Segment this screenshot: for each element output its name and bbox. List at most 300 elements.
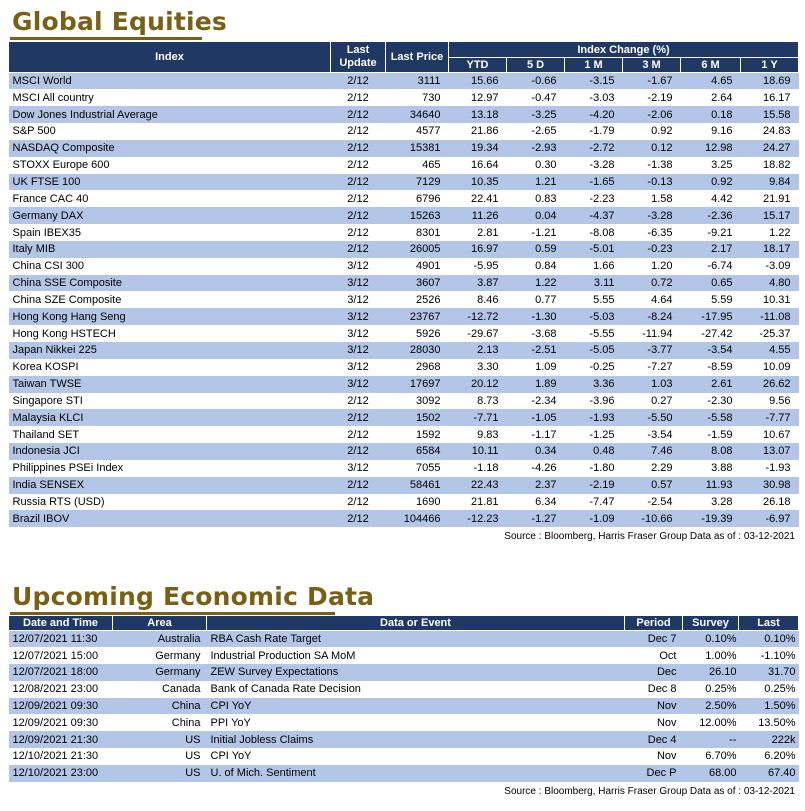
event-period: Nov <box>625 698 683 715</box>
last-update: 3/12 <box>331 376 386 393</box>
change-ytd: -1.18 <box>473 462 499 475</box>
index-name: Italy MIB <box>9 241 331 258</box>
last-price: 7055 <box>416 462 441 475</box>
index-name: Japan Nikkei 225 <box>9 342 331 359</box>
change-1y: 10.67 <box>762 428 791 441</box>
event-datetime: 12/09/2021 09:30 <box>9 698 113 715</box>
last-update: 2/12 <box>331 140 386 157</box>
change-3m: 1.20 <box>651 260 673 273</box>
change-1y: 4.55 <box>741 342 799 359</box>
change-1y: -7.77 <box>741 409 799 426</box>
event-period: Nov <box>656 750 677 763</box>
change-6m: -2.36 <box>681 207 741 224</box>
change-5d: -0.47 <box>531 91 557 104</box>
table-row <box>9 291 799 308</box>
header-3m: 3 M <box>623 58 681 73</box>
last-update: 2/12 <box>331 241 386 258</box>
index-name: France CAC 40 <box>12 192 89 205</box>
event-period: Dec 4 <box>625 731 683 748</box>
last-price: 1690 <box>416 496 441 509</box>
change-ytd: -5.95 <box>473 260 499 273</box>
change-1y: 10.09 <box>762 361 791 374</box>
last-price: 15381 <box>386 140 449 157</box>
table-row <box>9 426 799 443</box>
table-row <box>9 190 799 207</box>
change-5d: -4.26 <box>531 462 557 475</box>
table-row <box>9 664 799 681</box>
change-1m: -2.72 <box>565 140 623 157</box>
change-6m: 9.16 <box>711 125 733 138</box>
header-data-or-event: Data or Event <box>207 616 625 631</box>
last-update: 2/12 <box>331 443 386 460</box>
change-1y: 13.07 <box>741 443 799 460</box>
event-survey: 26.10 <box>683 664 739 681</box>
event-datetime: 12/09/2021 09:30 <box>12 716 99 729</box>
change-5d: 1.09 <box>535 361 557 374</box>
change-6m: -3.54 <box>681 342 741 359</box>
change-6m: 4.42 <box>711 192 733 205</box>
change-5d: -3.68 <box>531 327 557 340</box>
table-row <box>9 765 799 782</box>
index-name: India SENSEX <box>9 477 331 494</box>
last-price: 2526 <box>416 293 441 306</box>
change-ytd: 19.34 <box>449 140 507 157</box>
change-1y: 21.91 <box>762 192 791 205</box>
index-name: Taiwan TWSE <box>9 376 331 393</box>
change-1m: -1.80 <box>589 462 615 475</box>
change-3m: -5.50 <box>623 409 681 426</box>
table-row <box>9 342 799 359</box>
global-equities-title-rule <box>10 37 202 40</box>
last-update: 3/12 <box>347 327 369 340</box>
change-6m: -1.59 <box>707 428 733 441</box>
event-name: Industrial Production SA MoM <box>210 649 356 662</box>
last-update: 2/12 <box>331 174 386 191</box>
last-price: 1502 <box>386 409 449 426</box>
header-1y: 1 Y <box>741 58 799 73</box>
index-name: Hong Kong HSTECH <box>12 327 116 340</box>
change-6m: -8.59 <box>707 361 733 374</box>
index-name: Germany DAX <box>9 207 331 224</box>
change-1y: 9.84 <box>741 174 799 191</box>
change-1y: 15.58 <box>741 106 799 123</box>
change-ytd: 15.66 <box>449 73 507 90</box>
table-row <box>9 494 799 511</box>
change-3m: -0.23 <box>623 241 681 258</box>
table-row <box>9 258 799 275</box>
change-ytd: 16.97 <box>449 241 507 258</box>
change-3m: 0.92 <box>651 125 673 138</box>
change-1y: 18.69 <box>741 73 799 90</box>
last-update: 2/12 <box>331 106 386 123</box>
change-5d: 0.83 <box>535 192 557 205</box>
event-area: China <box>171 716 201 729</box>
event-area: Germany <box>113 664 207 681</box>
table-row <box>9 443 799 460</box>
header-last: Last <box>739 616 799 631</box>
change-1y: 24.27 <box>741 140 799 157</box>
index-name: China SZE Composite <box>12 293 122 306</box>
table-row <box>9 731 799 748</box>
change-ytd: 16.64 <box>470 159 499 172</box>
event-survey: 1.00% <box>705 649 737 662</box>
event-name: Bank of Canada Rate Decision <box>210 683 361 696</box>
change-1y: 26.18 <box>762 496 791 509</box>
event-datetime: 12/07/2021 18:00 <box>9 664 113 681</box>
event-name: Initial Jobless Claims <box>207 731 625 748</box>
change-6m: 3.88 <box>711 462 733 475</box>
last-price: 730 <box>422 91 441 104</box>
change-1m: 3.11 <box>565 275 623 292</box>
change-6m: -17.95 <box>681 308 741 325</box>
change-ytd: 8.73 <box>477 394 499 407</box>
change-3m: 1.03 <box>623 376 681 393</box>
last-price: 465 <box>422 159 441 172</box>
index-name: Brazil IBOV <box>9 510 331 527</box>
change-1m: 3.36 <box>565 376 623 393</box>
index-name: UK FTSE 100 <box>9 174 331 191</box>
last-update: 2/12 <box>347 428 369 441</box>
change-ytd: 21.86 <box>470 125 499 138</box>
event-area: Germany <box>155 649 201 662</box>
change-ytd: 8.46 <box>477 293 499 306</box>
change-ytd: 9.83 <box>477 428 499 441</box>
header-1m: 1 M <box>565 58 623 73</box>
change-1m: -1.79 <box>589 125 615 138</box>
change-6m: -6.74 <box>707 260 733 273</box>
change-5d: -2.51 <box>507 342 565 359</box>
change-1m: -5.55 <box>589 327 615 340</box>
table-row <box>9 748 799 765</box>
event-survey: -- <box>683 731 739 748</box>
change-1m: -3.15 <box>565 73 623 90</box>
table-row <box>9 157 799 174</box>
change-6m: 11.93 <box>681 477 741 494</box>
event-period: Dec P <box>625 765 683 782</box>
last-update: 2/12 <box>331 477 386 494</box>
event-datetime: 12/10/2021 23:00 <box>9 765 113 782</box>
change-1m: -5.03 <box>565 308 623 325</box>
change-6m: 8.08 <box>681 443 741 460</box>
change-6m: 3.28 <box>711 496 733 509</box>
change-1y: -1.93 <box>765 462 791 475</box>
change-1m: -4.20 <box>565 106 623 123</box>
event-survey: 0.10% <box>683 631 739 648</box>
change-5d: 1.89 <box>507 376 565 393</box>
change-6m: 4.65 <box>681 73 741 90</box>
event-survey: 0.25% <box>705 683 737 696</box>
last-price: 3607 <box>386 275 449 292</box>
table-row <box>9 409 799 426</box>
table-row <box>9 393 799 410</box>
last-price: 5926 <box>416 327 441 340</box>
change-ytd: 11.26 <box>449 207 507 224</box>
change-1m: -2.19 <box>565 477 623 494</box>
change-6m: -5.58 <box>681 409 741 426</box>
index-name: Malaysia KLCI <box>9 409 331 426</box>
change-ytd: 10.11 <box>449 443 507 460</box>
event-area: US <box>185 750 201 763</box>
economic-data-table <box>8 615 799 782</box>
change-ytd: 3.30 <box>477 361 499 374</box>
change-ytd: 22.41 <box>470 192 499 205</box>
event-last: 0.25% <box>764 683 796 696</box>
index-name: NASDAQ Composite <box>9 140 331 157</box>
table-row <box>9 123 799 140</box>
last-price: 1592 <box>416 428 441 441</box>
header-index-change: Index Change (%) <box>449 42 799 58</box>
change-3m: 2.29 <box>651 462 673 475</box>
last-update: 2/12 <box>331 409 386 426</box>
table-row <box>9 477 799 494</box>
last-price: 7129 <box>386 174 449 191</box>
global-equities-table <box>8 41 799 527</box>
change-1y: 18.82 <box>762 159 791 172</box>
table-row <box>9 207 799 224</box>
last-price: 4901 <box>416 260 441 273</box>
economic-data-title: Upcoming Economic Data <box>12 582 375 611</box>
change-ytd: -7.71 <box>449 409 507 426</box>
last-price: 104466 <box>386 510 449 527</box>
event-area: US <box>113 731 207 748</box>
event-last: 222k <box>739 731 799 748</box>
change-1y: 1.22 <box>769 226 791 239</box>
change-3m: 4.64 <box>651 293 673 306</box>
table-row <box>9 698 799 715</box>
change-1m: -3.03 <box>589 91 615 104</box>
event-area: China <box>113 698 207 715</box>
change-3m: -3.28 <box>623 207 681 224</box>
header-ytd: YTD <box>449 58 507 73</box>
index-name: Hong Kong Hang Seng <box>9 308 331 325</box>
last-price: 3111 <box>386 73 449 90</box>
event-name: CPI YoY <box>207 698 625 715</box>
change-6m: -27.42 <box>701 327 733 340</box>
header-area: Area <box>113 616 207 631</box>
table-row <box>9 325 799 342</box>
index-name: China SSE Composite <box>9 275 331 292</box>
change-3m: -0.13 <box>623 174 681 191</box>
change-3m: -2.54 <box>647 496 673 509</box>
change-1m: -8.08 <box>589 226 615 239</box>
header-last-update: Last Update <box>331 42 386 73</box>
last-price: 6796 <box>416 192 441 205</box>
change-6m: 0.65 <box>681 275 741 292</box>
last-price: 8301 <box>416 226 441 239</box>
event-datetime: 12/08/2021 23:00 <box>12 683 99 696</box>
change-1y: 4.80 <box>741 275 799 292</box>
last-price: 17697 <box>386 376 449 393</box>
index-name: Russia RTS (USD) <box>12 496 105 509</box>
event-last: 67.40 <box>739 765 799 782</box>
change-1y: 9.56 <box>769 394 791 407</box>
event-datetime: 12/07/2021 15:00 <box>12 649 99 662</box>
change-5d: -1.17 <box>531 428 557 441</box>
event-survey: 6.70% <box>705 750 737 763</box>
header-survey: Survey <box>683 616 739 631</box>
change-1y: 18.17 <box>741 241 799 258</box>
change-1m: -1.25 <box>589 428 615 441</box>
change-6m: 2.61 <box>681 376 741 393</box>
event-survey: 12.00% <box>699 716 737 729</box>
last-update: 2/12 <box>347 394 369 407</box>
last-update: 2/12 <box>347 159 369 172</box>
change-3m: 0.12 <box>623 140 681 157</box>
change-ytd: -12.72 <box>449 308 507 325</box>
event-name: CPI YoY <box>210 750 252 763</box>
change-3m: -8.24 <box>623 308 681 325</box>
change-1y: -6.97 <box>741 510 799 527</box>
economic-source-note: Source : Bloomberg, Harris Fraser Group Data as of : 03-12-2021 <box>504 786 795 797</box>
last-update: 3/12 <box>347 361 369 374</box>
index-name: Dow Jones Industrial Average <box>9 106 331 123</box>
index-name: Singapore STI <box>12 394 83 407</box>
change-1m: -1.93 <box>565 409 623 426</box>
change-1y: 26.62 <box>741 376 799 393</box>
last-price: 2968 <box>416 361 441 374</box>
event-period: Dec <box>625 664 683 681</box>
table-row <box>9 376 799 393</box>
event-area: US <box>113 765 207 782</box>
change-5d: -2.93 <box>507 140 565 157</box>
event-name: PPI YoY <box>210 716 251 729</box>
change-5d: 0.34 <box>507 443 565 460</box>
last-update: 2/12 <box>347 125 369 138</box>
change-3m: -2.06 <box>623 106 681 123</box>
change-3m: -3.77 <box>623 342 681 359</box>
change-1m: 1.66 <box>593 260 615 273</box>
change-6m: 3.25 <box>711 159 733 172</box>
change-3m: -7.27 <box>647 361 673 374</box>
change-3m: -1.38 <box>647 159 673 172</box>
change-ytd: -29.67 <box>467 327 499 340</box>
event-name: U. of Mich. Sentiment <box>207 765 625 782</box>
change-3m: -2.19 <box>647 91 673 104</box>
event-name: RBA Cash Rate Target <box>207 631 625 648</box>
change-5d: 6.34 <box>535 496 557 509</box>
change-3m: -10.66 <box>623 510 681 527</box>
event-period: Dec 8 <box>647 683 677 696</box>
change-1y: -3.09 <box>765 260 791 273</box>
index-name: Thailand SET <box>12 428 80 441</box>
event-period: Dec 7 <box>625 631 683 648</box>
event-period: Nov <box>656 716 677 729</box>
event-last: 13.50% <box>758 716 796 729</box>
last-update: 2/12 <box>347 496 369 509</box>
change-5d: -3.25 <box>507 106 565 123</box>
table-row <box>9 631 799 648</box>
change-6m: -2.30 <box>707 394 733 407</box>
index-name: China CSI 300 <box>12 260 85 273</box>
change-1y: 10.31 <box>762 293 791 306</box>
last-price: 28030 <box>386 342 449 359</box>
index-name: Philippines PSEi Index <box>12 462 124 475</box>
change-5d: 0.04 <box>507 207 565 224</box>
change-5d: 0.84 <box>535 260 557 273</box>
header-period: Period <box>625 616 683 631</box>
table-row <box>9 308 799 325</box>
change-5d: 2.37 <box>507 477 565 494</box>
last-price: 34640 <box>386 106 449 123</box>
last-update: 2/12 <box>347 192 369 205</box>
equities-source-note: Source : Bloomberg, Harris Fraser Group Data as of : 03-12-2021 <box>504 531 795 542</box>
event-datetime: 12/07/2021 11:30 <box>9 631 113 648</box>
event-last: 31.70 <box>739 664 799 681</box>
change-ytd: 12.97 <box>470 91 499 104</box>
event-survey: 2.50% <box>683 698 739 715</box>
table-row <box>9 174 799 191</box>
change-ytd: 13.18 <box>449 106 507 123</box>
table-row <box>9 359 799 376</box>
last-price: 58461 <box>386 477 449 494</box>
last-price: 15263 <box>386 207 449 224</box>
table-row <box>9 224 799 241</box>
index-name: Indonesia JCI <box>9 443 331 460</box>
table-row <box>9 241 799 258</box>
change-3m: 0.27 <box>651 394 673 407</box>
change-1y: 30.98 <box>741 477 799 494</box>
change-ytd: 10.35 <box>449 174 507 191</box>
table-row <box>9 89 799 106</box>
last-update: 2/12 <box>347 91 369 104</box>
table-row <box>9 647 799 664</box>
table-row <box>9 460 799 477</box>
last-price: 3092 <box>416 394 441 407</box>
change-6m: 12.98 <box>681 140 741 157</box>
event-name: ZEW Survey Expectations <box>207 664 625 681</box>
change-1y: -25.37 <box>759 327 791 340</box>
event-area: Canada <box>161 683 201 696</box>
change-6m: 2.17 <box>681 241 741 258</box>
table-row <box>9 275 799 292</box>
change-3m: -1.67 <box>623 73 681 90</box>
change-5d: -1.21 <box>531 226 557 239</box>
last-price: 26005 <box>386 241 449 258</box>
table-row <box>9 510 799 527</box>
change-ytd: 2.13 <box>449 342 507 359</box>
change-3m: -3.54 <box>647 428 673 441</box>
change-1m: -2.23 <box>589 192 615 205</box>
change-1y: 16.17 <box>762 91 791 104</box>
index-name: STOXX Europe 600 <box>12 159 110 172</box>
change-3m: -11.94 <box>642 327 673 340</box>
event-datetime: 12/09/2021 21:30 <box>9 731 113 748</box>
change-ytd: 20.12 <box>449 376 507 393</box>
global-equities-title: Global Equities <box>12 7 227 36</box>
change-ytd: 2.81 <box>477 226 499 239</box>
change-3m: 0.72 <box>623 275 681 292</box>
change-5d: -2.65 <box>531 125 557 138</box>
change-5d: -2.34 <box>531 394 557 407</box>
table-row <box>9 73 799 90</box>
change-6m: 2.64 <box>711 91 733 104</box>
change-1y: -11.08 <box>741 308 799 325</box>
change-1m: 0.48 <box>565 443 623 460</box>
change-ytd: 3.87 <box>449 275 507 292</box>
last-update: 2/12 <box>331 207 386 224</box>
change-5d: 1.21 <box>507 174 565 191</box>
change-6m: 5.59 <box>711 293 733 306</box>
change-3m: 0.57 <box>623 477 681 494</box>
change-1m: -3.96 <box>589 394 615 407</box>
last-update: 3/12 <box>347 293 369 306</box>
change-5d: 0.77 <box>535 293 557 306</box>
change-1m: -5.01 <box>565 241 623 258</box>
change-1m: -1.09 <box>565 510 623 527</box>
change-1m: -4.37 <box>565 207 623 224</box>
event-last: 1.50% <box>739 698 799 715</box>
change-3m: -6.35 <box>647 226 673 239</box>
